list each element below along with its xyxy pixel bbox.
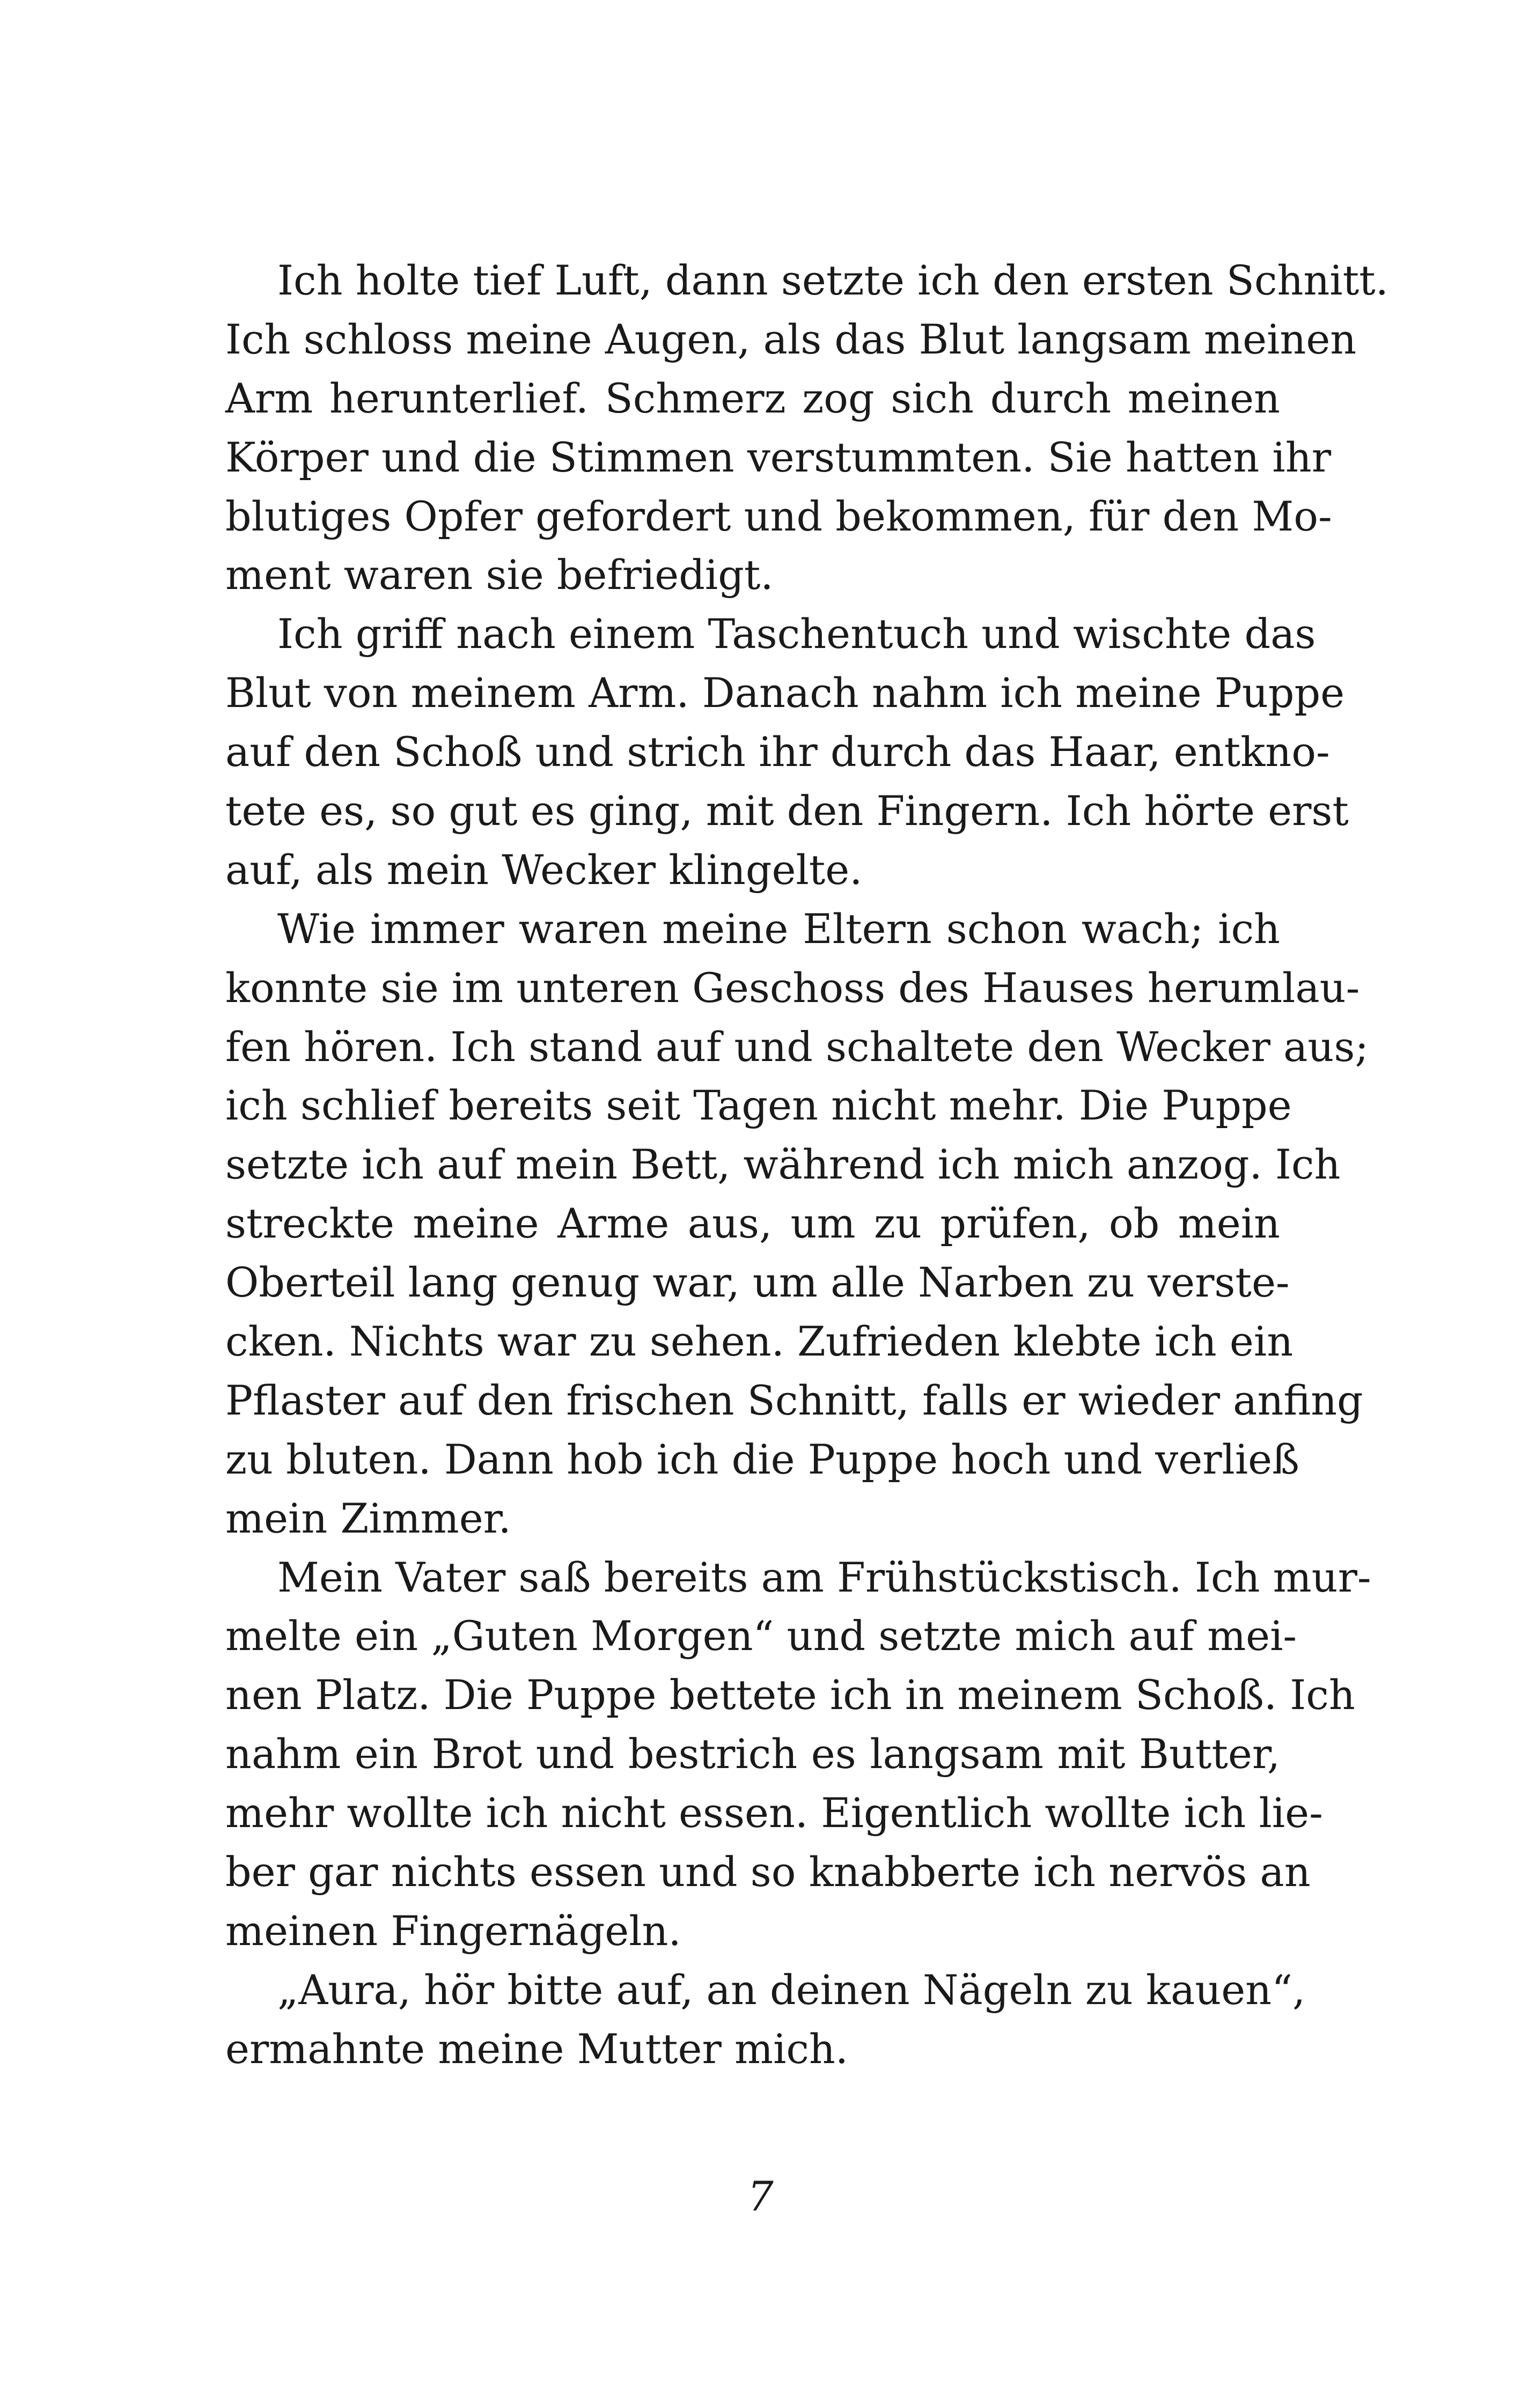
text-line: fen hören. Ich stand auf und schaltete den Wecker aus; (225, 1022, 1369, 1071)
text-line: cken. Nichts war zu sehen. Zufrieden klebte ich ein (225, 1317, 1294, 1366)
text-line: Pflaster auf den frischen Schnitt, falls er wieder anfing (225, 1376, 1363, 1424)
text-line: „Aura, hör bitte auf, an deinen Nägeln zu kauen“, (277, 1965, 1306, 2014)
text-line: Ich schloss meine Augen, als das Blut langsam meinen (225, 315, 1357, 363)
text-line: Oberteil lang genug war, um alle Narben zu verste- (225, 1258, 1290, 1307)
text-line: meinen Fingernägeln. (225, 1906, 681, 1955)
text-line: konnte sie im unteren Geschoss des Hauses herumlau- (225, 963, 1360, 1012)
text-line: tete es, so gut es ging, mit den Fingern. Ich hörte erst (225, 787, 1349, 835)
text-line: ment waren sie befriedigt. (225, 551, 774, 599)
text-line: streckte meine Arme aus, um zu prüfen, ob mein (225, 1199, 1280, 1248)
text-line: ber gar nichts essen und so knabberte ich nervös an (225, 1848, 1311, 1896)
body-text (225, 251, 1388, 2079)
text-line: Körper und die Stimmen verstummten. Sie hatten ihr (225, 433, 1332, 481)
text-line: mein Zimmer. (225, 1494, 511, 1542)
text-line: Blut von meinem Arm. Danach nahm ich meine Puppe (225, 669, 1345, 717)
text-line: zu bluten. Dann hob ich die Puppe hoch und verließ (225, 1435, 1299, 1483)
text-line: Arm herunterlief. Schmerz zog sich durch meinen (225, 374, 1280, 422)
page-number: 7 (747, 2173, 774, 2220)
text-line: ich schlief bereits seit Tagen nicht mehr. Die Puppe (225, 1081, 1292, 1130)
text-line: nen Platz. Die Puppe bettete ich in meinem Schoß. Ich (225, 1671, 1355, 1719)
text-line: setzte ich auf mein Bett, während ich mich anzog. Ich (225, 1140, 1341, 1189)
text-line: melte ein „Guten Morgen“ und setzte mich auf mei- (225, 1612, 1297, 1660)
text-line: auf, als mein Wecker klingelte. (225, 845, 863, 894)
text-line: Wie immer waren meine Eltern schon wach; ich (277, 904, 1280, 953)
text-line: Ich holte tief Luft, dann setzte ich den ersten Schnitt. (277, 256, 1388, 304)
text-line: blutiges Opfer gefordert und bekommen, für den Mo- (225, 492, 1332, 540)
text-line: Ich griff nach einem Taschentuch und wischte das (277, 610, 1316, 658)
text-line: Mein Vater saß bereits am Frühstückstisch. Ich mur- (277, 1553, 1371, 1601)
text-line: mehr wollte ich nicht essen. Eigentlich wollte ich lie- (225, 1789, 1323, 1837)
text-line: ermahnte meine Mutter mich. (225, 2024, 849, 2073)
text-line: auf den Schoß und strich ihr durch das Haar, entkno- (225, 728, 1330, 776)
text-line: nahm ein Brot und bestrich es langsam mit Butter, (225, 1730, 1280, 1778)
